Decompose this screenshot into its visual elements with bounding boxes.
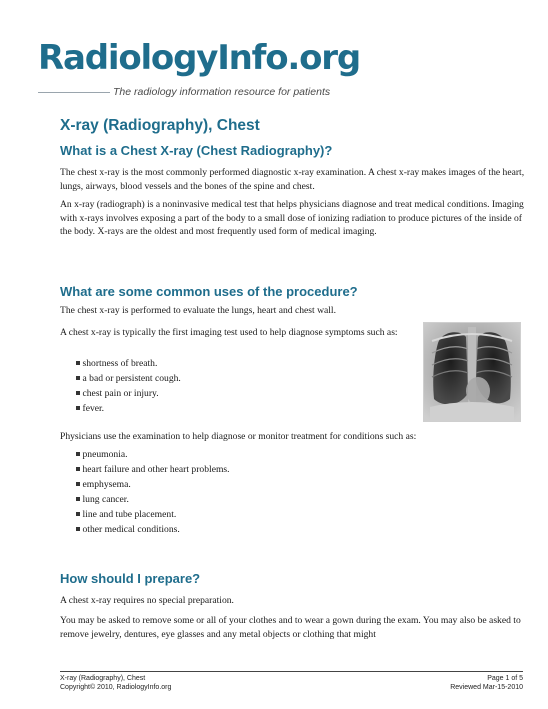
list-item: line and tube placement. — [76, 507, 230, 522]
list-item: emphysema. — [76, 477, 230, 492]
logo-text: RadiologyInfo.org — [38, 38, 360, 78]
list-item: fever. — [76, 401, 181, 416]
list-item: lung cancer. — [76, 492, 230, 507]
paragraph: The chest x-ray is performed to evaluate the lungs, heart and chest wall. — [60, 305, 336, 316]
section-heading-common-uses: What are some common uses of the procedure? — [60, 284, 358, 299]
bullet-icon — [76, 391, 80, 395]
paragraph: The chest x-ray is the most commonly performed diagnostic x-ray examination. A chest x-ray makes images of the heart, lungs, airways, blood vessels and the bones of the spine and chest. — [60, 167, 525, 192]
bullet-icon — [76, 497, 80, 501]
tagline: The radiology information resource for patients — [113, 86, 331, 98]
list-item: other medical conditions. — [76, 522, 230, 537]
symptoms-list — [76, 356, 181, 416]
bullet-icon — [76, 512, 80, 516]
paragraph: Physicians use the examination to help diagnose or monitor treatment for conditions such as: — [60, 431, 417, 442]
section-heading-what-is: What is a Chest X-ray (Chest Radiography)? — [60, 143, 333, 158]
paragraph: You may be asked to remove some or all of your clothes and to wear a gown during the exam. You may also be asked to remove jewelry, dentures, eye glasses and any metal objects or clothing that might — [60, 615, 521, 640]
list-item: shortness of breath. — [76, 356, 181, 371]
footer-doc-title: X-ray (Radiography), Chest — [60, 675, 146, 682]
tagline-rule — [38, 92, 110, 93]
list-item: a bad or persistent cough. — [76, 371, 181, 386]
bullet-icon — [76, 527, 80, 531]
paragraph: A chest x-ray is typically the first imaging test used to help diagnose symptoms such as: — [60, 327, 398, 338]
bullet-icon — [76, 452, 80, 456]
bullet-icon — [76, 482, 80, 486]
paragraph: A chest x-ray requires no special preparation. — [60, 595, 234, 606]
list-item: heart failure and other heart problems. — [76, 462, 230, 477]
page-number: Page 1 of 5 — [487, 675, 523, 682]
reviewed-date: Reviewed Mar-15-2010 — [450, 683, 523, 691]
list-item: pneumonia. — [76, 447, 230, 462]
paragraph: An x-ray (radiograph) is a noninvasive medical test that helps physicians diagnose and treat medical conditions. Imaging with x-rays involves exposing a part of the body to a small dose of ionizing radiation to produce pictures of the inside of the body. X-rays are the oldest and most frequently used form of medical imaging. — [60, 199, 524, 238]
bullet-icon — [76, 406, 80, 410]
chest-xray-image — [423, 322, 521, 422]
footer-right — [450, 675, 523, 692]
conditions-list — [76, 447, 230, 537]
footer-copyright: Copyright© 2010, RadiologyInfo.org — [60, 683, 172, 691]
page-title: X-ray (Radiography), Chest — [60, 117, 260, 134]
bullet-icon — [76, 467, 80, 471]
list-item: chest pain or injury. — [76, 386, 181, 401]
bullet-icon — [76, 376, 80, 380]
radiologyinfo-logo — [38, 40, 360, 76]
footer-left — [60, 675, 171, 692]
bullet-icon — [76, 361, 80, 365]
footer-rule — [60, 671, 523, 672]
section-heading-prepare: How should I prepare? — [60, 571, 201, 586]
